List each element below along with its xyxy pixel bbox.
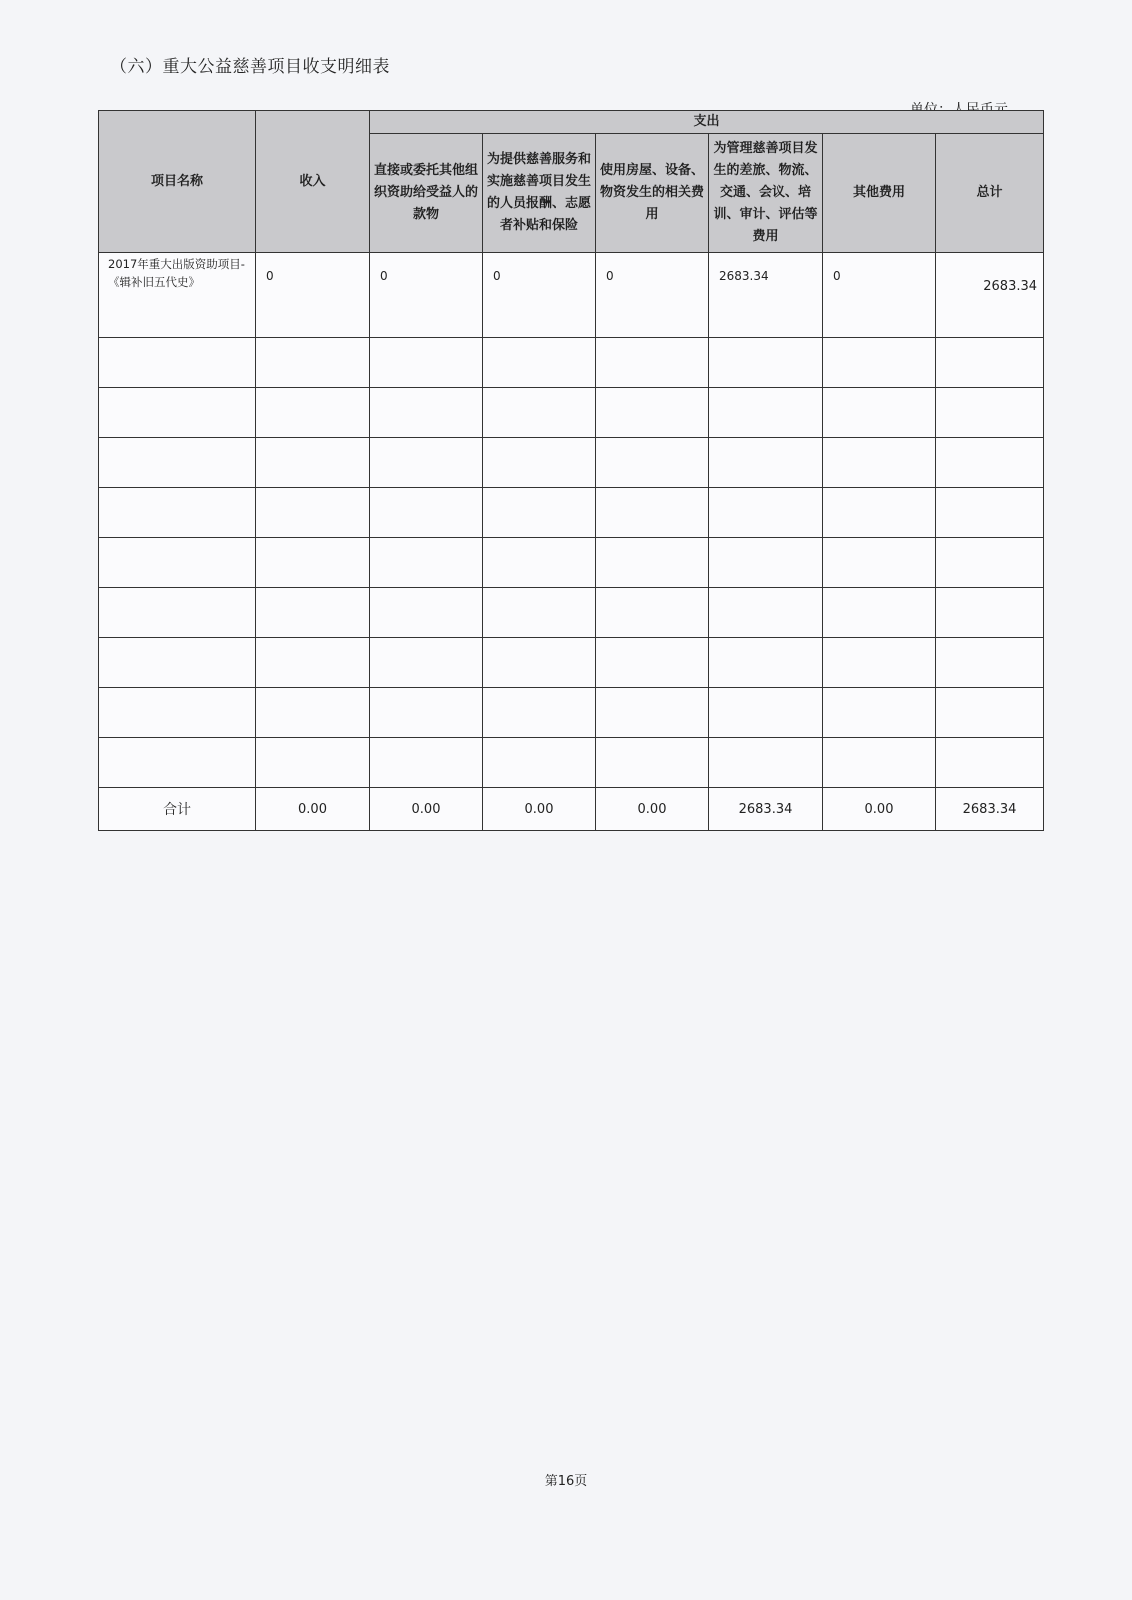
header-project-name: 项目名称 <box>99 111 256 253</box>
cell-facilities: 0 <box>596 253 709 338</box>
summary-label: 合计 <box>99 788 256 831</box>
table-row-empty <box>99 688 1044 738</box>
summary-other: 0.00 <box>823 788 936 831</box>
summary-direct-aid: 0.00 <box>370 788 483 831</box>
header-expense-total: 总计 <box>936 134 1044 253</box>
cell-income: 0 <box>256 253 370 338</box>
table-row-empty <box>99 588 1044 638</box>
table-row-empty <box>99 638 1044 688</box>
summary-personnel: 0.00 <box>483 788 596 831</box>
cell-management: 2683.34 <box>709 253 823 338</box>
header-expense-facilities: 使用房屋、设备、物资发生的相关费用 <box>596 134 709 253</box>
table-row-empty <box>99 538 1044 588</box>
header-income: 收入 <box>256 111 370 253</box>
table-row-empty <box>99 438 1044 488</box>
table-row-empty <box>99 338 1044 388</box>
income-expense-table <box>98 110 1044 831</box>
table-row-empty <box>99 388 1044 438</box>
summary-total: 2683.34 <box>936 788 1044 831</box>
cell-direct-aid: 0 <box>370 253 483 338</box>
table-row <box>99 253 1044 338</box>
cell-personnel: 0 <box>483 253 596 338</box>
cell-project-name: 2017年重大出版资助项目-《辑补旧五代史》 <box>99 253 256 338</box>
summary-management: 2683.34 <box>709 788 823 831</box>
page-number: 第16页 <box>544 1474 588 1489</box>
table-summary-row <box>99 788 1044 831</box>
header-expense-personnel: 为提供慈善服务和实施慈善项目发生的人员报酬、志愿者补贴和保险 <box>483 134 596 253</box>
summary-facilities: 0.00 <box>596 788 709 831</box>
header-expense-management: 为管理慈善项目发生的差旅、物流、交通、会议、培训、审计、评估等费用 <box>709 134 823 253</box>
section-title: （六）重大公益慈善项目收支明细表 <box>110 57 390 77</box>
table-row-empty <box>99 738 1044 788</box>
cell-total: 2683.34 <box>936 253 1044 338</box>
cell-other: 0 <box>823 253 936 338</box>
header-expense-direct-aid: 直接或委托其他组织资助给受益人的款物 <box>370 134 483 253</box>
table-row-empty <box>99 488 1044 538</box>
header-expense-other: 其他费用 <box>823 134 936 253</box>
summary-income: 0.00 <box>256 788 370 831</box>
header-expense-group: 支出 <box>370 111 1044 134</box>
